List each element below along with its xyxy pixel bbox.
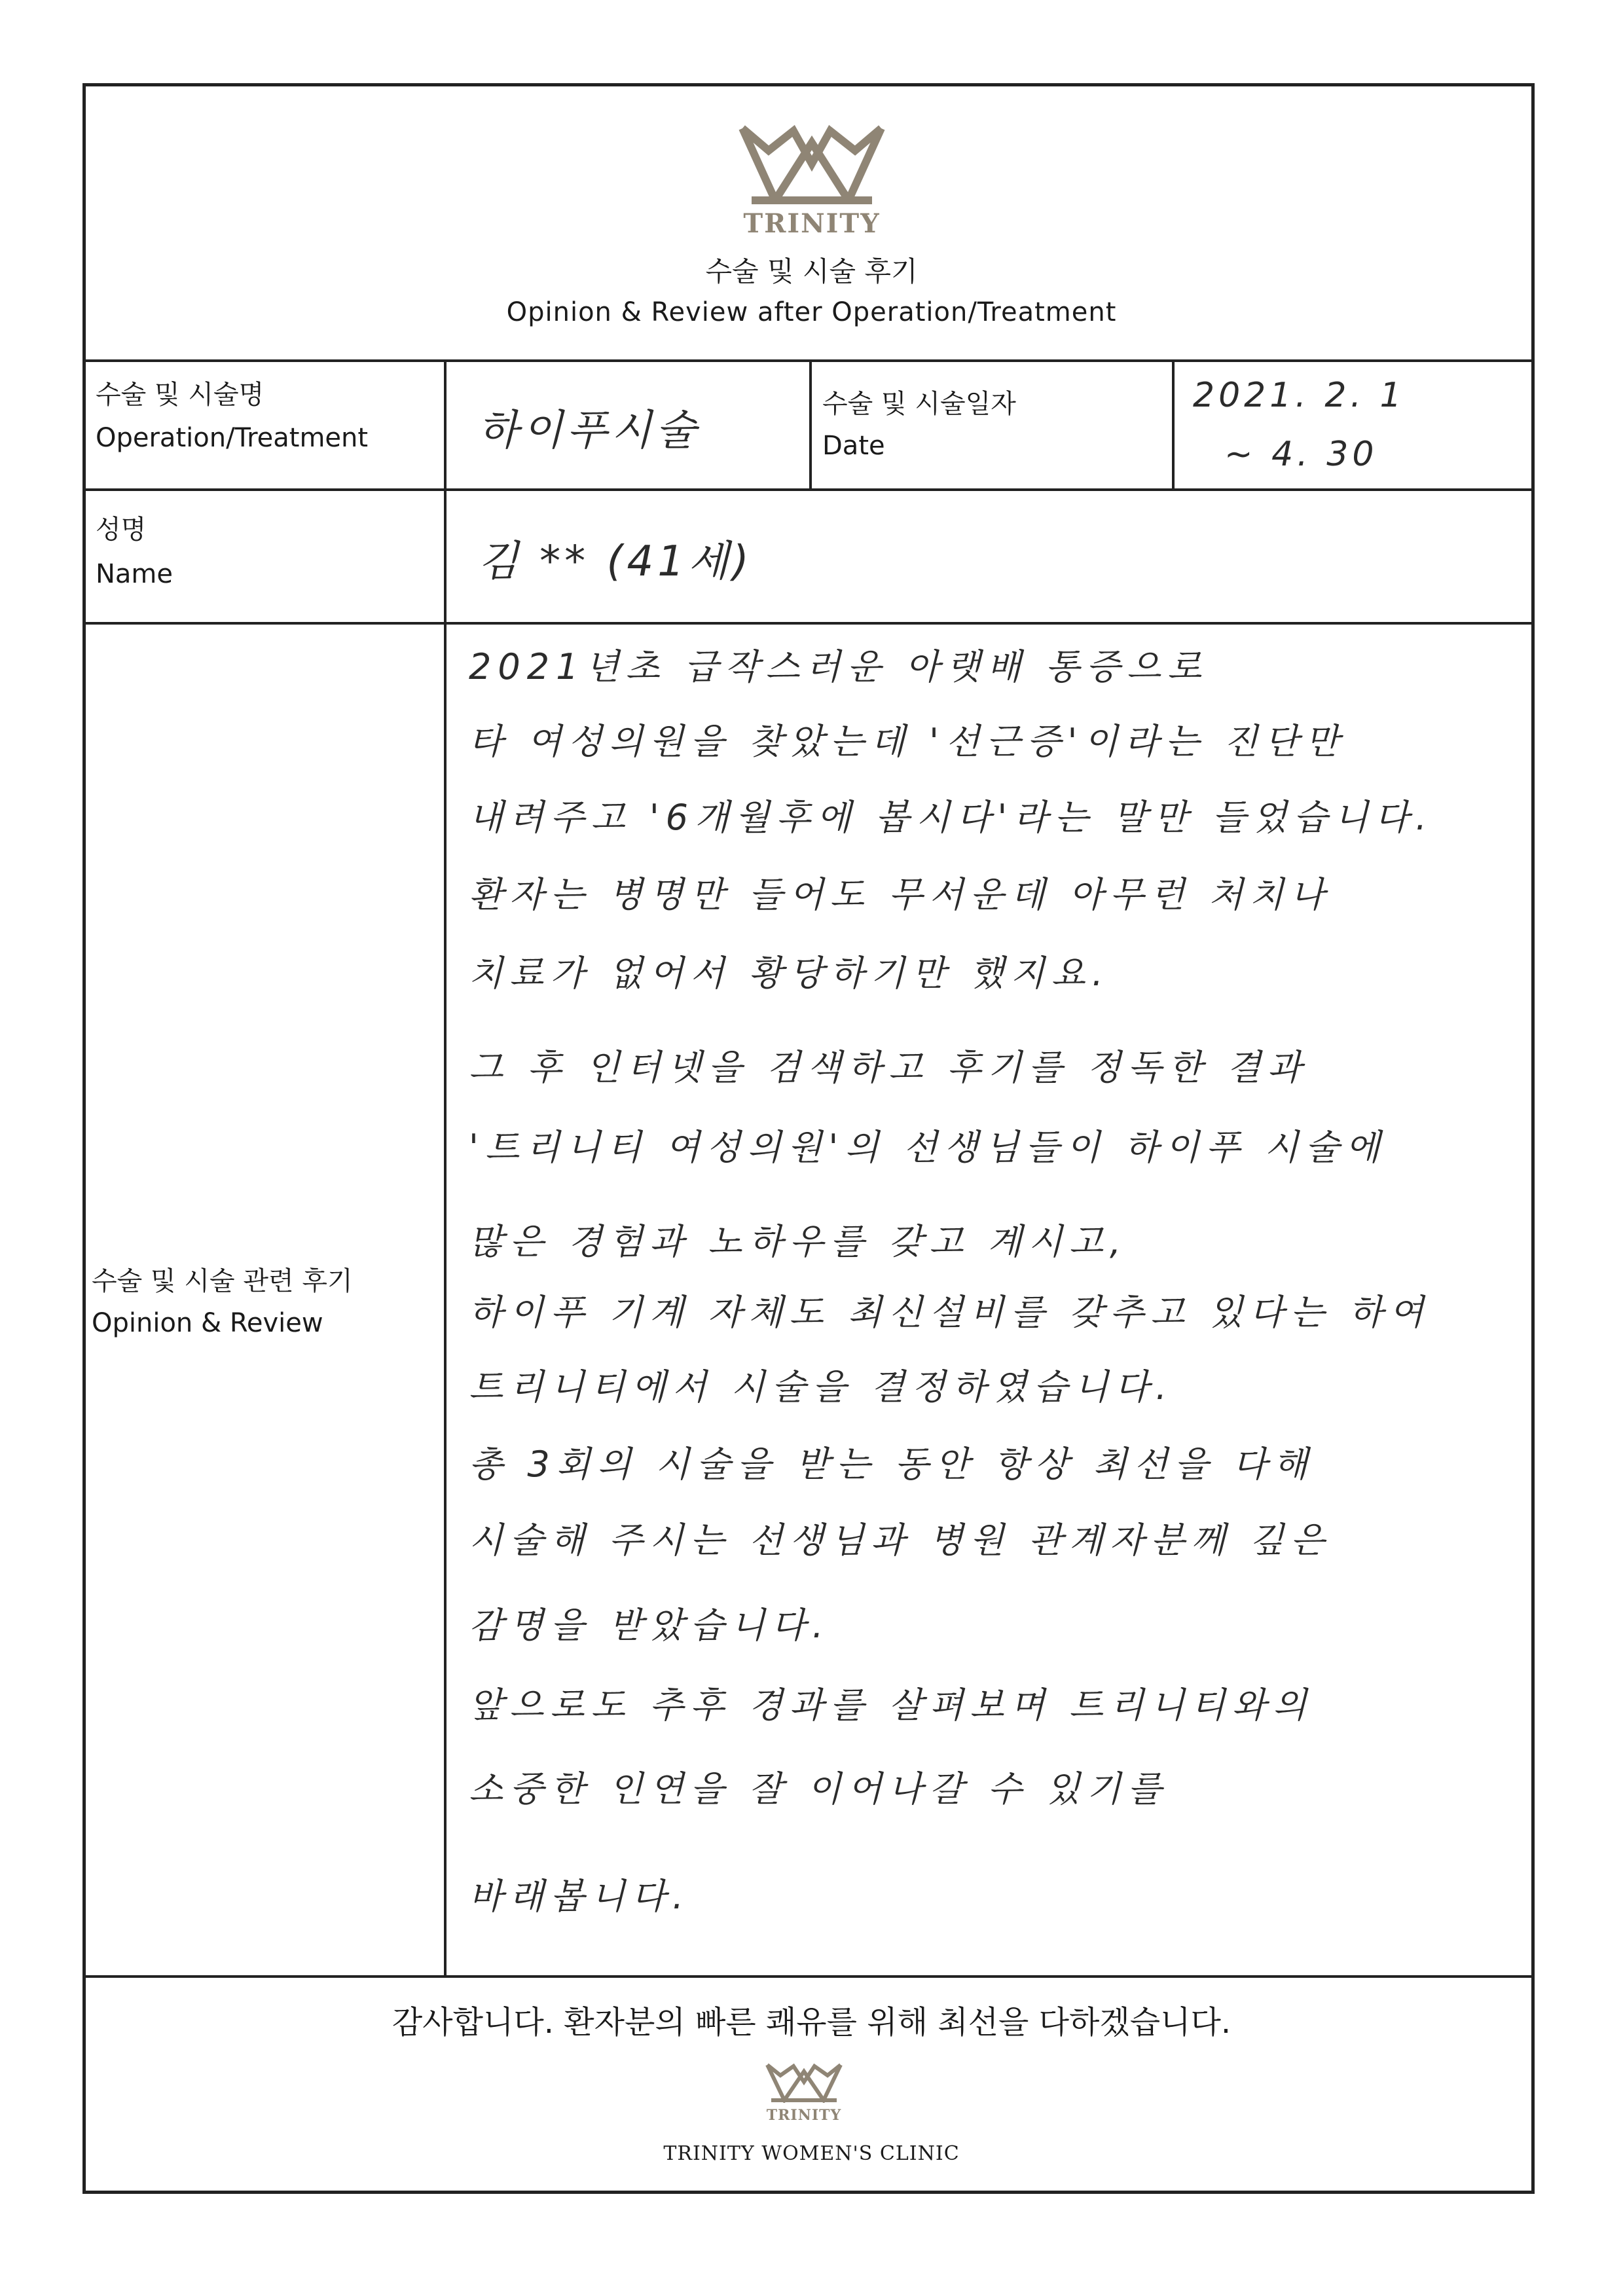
review-line: 소중한 인연을 잘 이어나갈 수 있기를 (469, 1768, 1169, 1810)
treatment-label-ko: 수술 및 시술명 (96, 380, 264, 410)
date-label-divider-right (1172, 359, 1175, 490)
review-line: 환자는 병명만 들어도 무서운데 아무런 처치나 (469, 874, 1331, 915)
form-title-en: Opinion & Review after Operation/Treatment (506, 297, 1117, 327)
review-line: 총 3회의 시술을 받는 동안 항상 최선을 다해 (469, 1444, 1315, 1485)
date-value-end: ~ 4. 30 (1224, 435, 1378, 474)
review-line: 트리니티에서 시술을 결정하였습니다. (469, 1366, 1174, 1408)
review-line: 감명을 받았습니다. (469, 1605, 830, 1646)
treatment-value: 하이푸시술 (478, 407, 701, 455)
trinity-crown-logo-small (765, 2062, 843, 2103)
row-divider-1 (82, 488, 1535, 491)
review-line: 타 여성의원을 찾았는데 '선근증'이라는 진단만 (469, 721, 1346, 762)
name-value: 김 ** (41세) (478, 538, 753, 586)
date-value-start: 2021. 2. 1 (1193, 376, 1406, 415)
review-line: '트리니티 여성의원'의 선생님들이 하이푸 시술에 (469, 1127, 1387, 1168)
row-divider-2 (82, 622, 1535, 625)
review-line: 그 후 인터넷을 검색하고 후기를 정독한 결과 (469, 1047, 1308, 1088)
footer-divider (82, 1975, 1535, 1978)
review-line: 치료가 없어서 황당하기만 했지요. (469, 953, 1110, 994)
review-line: 바래봅니다. (469, 1876, 690, 1917)
review-line: 내려주고 '6개월후에 봅시다'라는 말만 들었습니다. (469, 797, 1434, 838)
thank-you-message: 감사합니다. 환자분의 빠른 쾌유를 위해 최선을 다하겠습니다. (392, 2004, 1231, 2041)
review-label-en: Opinion & Review (92, 1308, 323, 1338)
date-label-en: Date (822, 431, 885, 461)
brand-name-small: TRINITY (766, 2107, 842, 2124)
review-line: 하이푸 기계 자체도 최신설비를 갖추고 있다는 하여 (469, 1292, 1431, 1333)
treatment-label-en: Operation/Treatment (96, 423, 369, 453)
review-label-ko: 수술 및 시술 관련 후기 (92, 1266, 353, 1296)
date-label-ko: 수술 및 시술일자 (822, 389, 1016, 419)
brand-name: TRINITY (743, 208, 881, 239)
label-column-divider (444, 359, 447, 1977)
name-label-ko: 성명 (96, 515, 147, 545)
clinic-name: TRINITY WOMEN'S CLINIC (663, 2142, 960, 2165)
review-line: 앞으로도 추후 경과를 살펴보며 트리니티와의 (469, 1685, 1313, 1726)
header-divider (82, 359, 1535, 362)
trinity-crown-logo (739, 124, 885, 204)
review-line: 시술해 주시는 선생님과 병원 관계자분께 깊은 (469, 1520, 1331, 1561)
review-line: 많은 경험과 노하우를 갖고 계시고, (469, 1221, 1128, 1262)
name-label-en: Name (96, 559, 173, 589)
form-title-ko: 수술 및 시술 후기 (705, 255, 918, 287)
review-line: 2021년초 급작스러운 아랫배 통증으로 (469, 646, 1209, 687)
date-label-divider-left (809, 359, 812, 490)
